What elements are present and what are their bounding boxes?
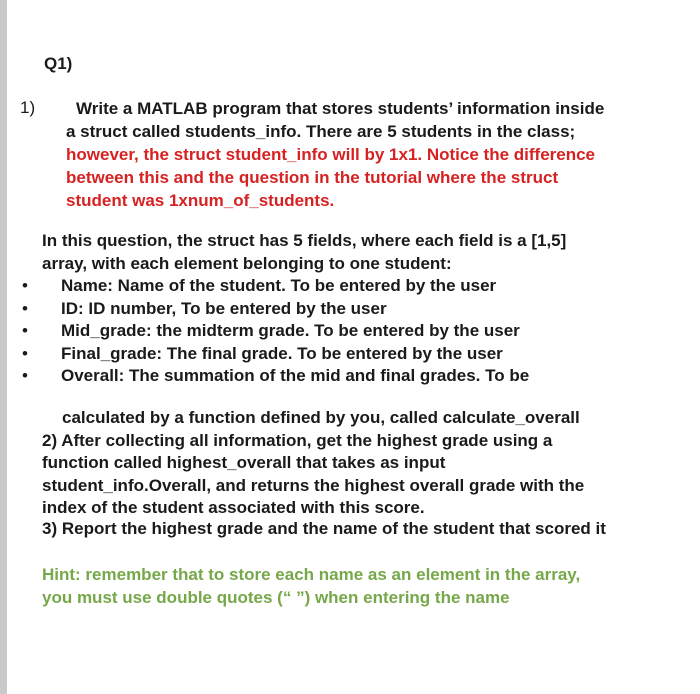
hint-line: you must use double quotes (“ ”) when entering the name: [42, 587, 510, 607]
part2-line: student_info.Overall, and returns the highest overall grade with the: [42, 475, 585, 495]
part1-paragraph: [66, 97, 686, 212]
part1-red-line: between this and the question in the tutorial where the struct: [66, 168, 559, 187]
part1-number: 1): [20, 98, 36, 117]
list-item: • Mid_grade: the midterm grade. To be entered by the user: [0, 320, 700, 343]
part1-line: a struct called students_info. There are 5 students in the class;: [66, 122, 576, 141]
list-item: • ID: ID number, To be entered by the user: [0, 298, 700, 321]
overall-continuation: calculated by a function defined by you, called calculate_overall: [62, 408, 580, 427]
intro-line: In this question, the struct has 5 fields, where each field is a [1,5]: [42, 231, 567, 250]
struct-intro: [42, 230, 682, 275]
bullet-icon: •: [22, 276, 28, 295]
part2-paragraph: [42, 407, 682, 520]
part1-line: Write a MATLAB program that stores students’ information inside: [76, 99, 605, 118]
list-item: • Name: Name of the student. To be entered by the user: [0, 275, 700, 298]
hint-paragraph: [42, 564, 682, 609]
bullet-icon: •: [22, 298, 28, 318]
hint-line: Hint: remember that to store each name as an element in the array,: [42, 565, 581, 584]
bullet-icon: •: [22, 366, 28, 385]
list-item: • Overall: The summation of the mid and final grades. To be: [0, 365, 700, 388]
part2-line: 2) After collecting all information, get the highest grade using a: [42, 430, 553, 450]
question-title: Q1): [44, 54, 73, 73]
field-list: [0, 275, 700, 388]
bullet-icon: •: [22, 321, 28, 340]
bullet-icon: •: [22, 343, 28, 363]
part1-red-line: student was 1xnum_of_students.: [66, 191, 335, 210]
list-item: • Final_grade: The final grade. To be entered by the user: [0, 343, 700, 366]
part3-text: 3) Report the highest grade and the name of the student that scored it: [42, 519, 606, 538]
part2-line: index of the student associated with this score.: [42, 498, 425, 517]
part2-line: function called highest_overall that takes as input: [42, 453, 446, 472]
intro-line: array, with each element belonging to one student:: [42, 253, 452, 273]
part1-red-line: however, the struct student_info will by 1x1. Notice the difference: [66, 145, 596, 164]
